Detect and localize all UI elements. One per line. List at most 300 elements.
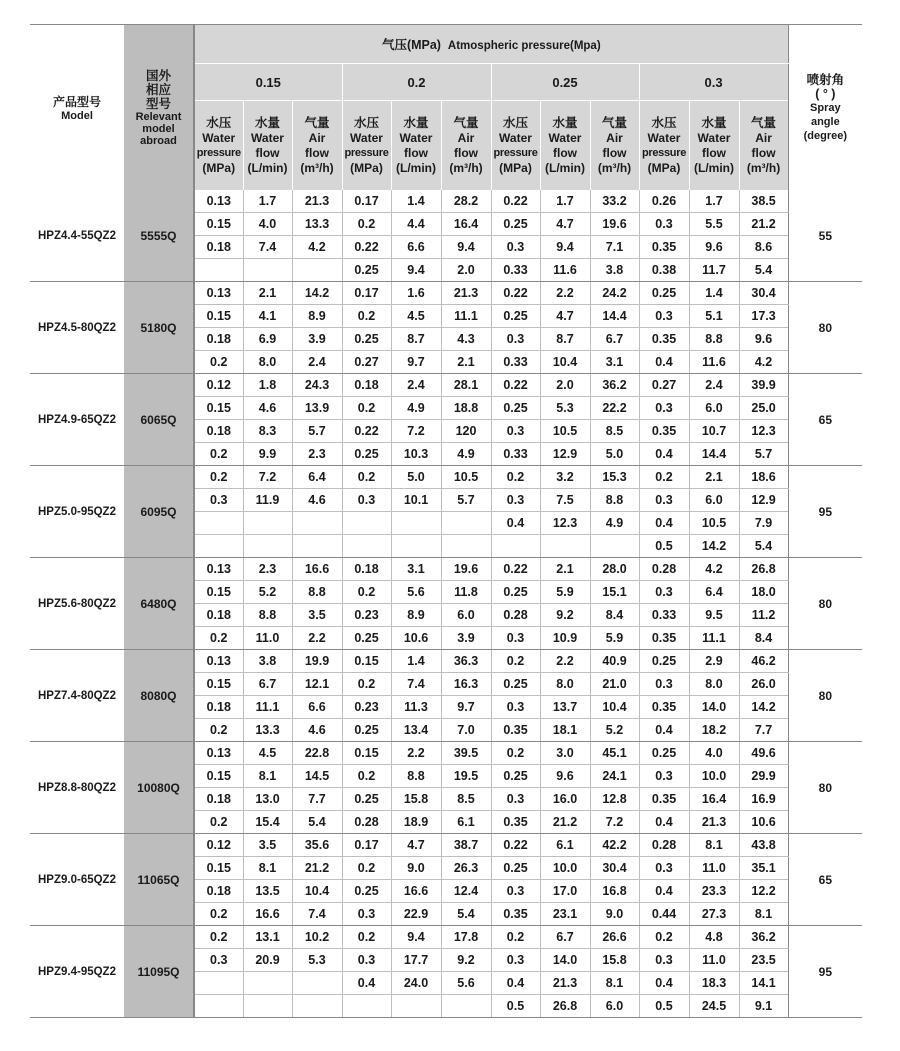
value-cell: 20.9 [243, 949, 292, 972]
value-cell: 0.23 [342, 604, 391, 627]
value-cell: 8.3 [243, 420, 292, 443]
value-cell: 0.2 [342, 213, 391, 236]
value-cell: 14.2 [739, 696, 788, 719]
value-cell: 38.7 [441, 834, 491, 857]
value-cell: 6.7 [243, 673, 292, 696]
header-atmospheric-pressure [194, 25, 788, 64]
value-cell: 30.4 [739, 282, 788, 305]
value-cell: 26.8 [739, 558, 788, 581]
value-cell: 0.4 [491, 512, 540, 535]
value-cell: 0.3 [491, 489, 540, 512]
table-row [30, 190, 862, 213]
value-cell: 0.2 [342, 305, 391, 328]
value-cell: 4.5 [243, 742, 292, 765]
value-cell: 9.6 [540, 765, 590, 788]
value-cell: 15.1 [590, 581, 639, 604]
value-cell: 7.2 [243, 466, 292, 489]
value-cell: 12.8 [590, 788, 639, 811]
value-cell: 14.0 [689, 696, 739, 719]
value-cell: 6.4 [292, 466, 342, 489]
value-cell: 0.18 [194, 880, 243, 903]
spray-angle-cell: 65 [788, 834, 862, 926]
value-cell: 14.4 [590, 305, 639, 328]
value-cell: 5.9 [590, 627, 639, 650]
value-cell: 5.0 [391, 466, 441, 489]
value-cell [441, 535, 491, 558]
value-cell: 14.2 [689, 535, 739, 558]
header-water-pressure-2 [491, 101, 540, 191]
value-cell: 11.8 [441, 581, 491, 604]
value-cell: 3.8 [243, 650, 292, 673]
value-cell: 0.3 [639, 673, 689, 696]
value-cell: 22.2 [590, 397, 639, 420]
header-water-pressure-en-1: Water [202, 130, 236, 145]
value-cell: 10.2 [292, 926, 342, 949]
model-cell: HPZ9.4-95QZ2 [30, 926, 124, 1018]
value-cell: 26.0 [739, 673, 788, 696]
value-cell: 0.15 [194, 765, 243, 788]
value-cell: 23.1 [540, 903, 590, 926]
value-cell: 4.7 [540, 305, 590, 328]
value-cell: 8.1 [739, 903, 788, 926]
table-row [30, 926, 862, 949]
value-cell: 6.0 [689, 489, 739, 512]
value-cell: 0.25 [491, 673, 540, 696]
value-cell: 4.9 [590, 512, 639, 535]
value-cell: 6.6 [391, 236, 441, 259]
header-water-flow-en-1: Water [399, 130, 433, 145]
value-cell: 0.18 [342, 374, 391, 397]
value-cell: 0.4 [639, 880, 689, 903]
value-cell: 45.1 [590, 742, 639, 765]
value-cell: 11.7 [689, 259, 739, 282]
value-cell [243, 259, 292, 282]
value-cell: 0.2 [194, 926, 243, 949]
value-cell: 0.3 [639, 489, 689, 512]
value-cell: 0.22 [491, 190, 540, 213]
value-cell [292, 972, 342, 995]
value-cell: 21.0 [590, 673, 639, 696]
value-cell [590, 535, 639, 558]
value-cell: 6.0 [689, 397, 739, 420]
value-cell: 0.27 [639, 374, 689, 397]
value-cell: 5.3 [292, 949, 342, 972]
spray-angle-cell: 95 [788, 926, 862, 1018]
header-water-pressure-en-1: Water [647, 130, 681, 145]
value-cell: 29.9 [739, 765, 788, 788]
value-cell: 4.2 [739, 351, 788, 374]
value-cell: 0.2 [194, 903, 243, 926]
value-cell [342, 512, 391, 535]
value-cell: 8.1 [243, 765, 292, 788]
value-cell: 8.5 [590, 420, 639, 443]
value-cell: 9.5 [689, 604, 739, 627]
value-cell: 1.6 [391, 282, 441, 305]
value-cell: 3.5 [292, 604, 342, 627]
value-cell: 0.44 [639, 903, 689, 926]
header-water-flow-3 [689, 101, 739, 191]
value-cell: 11.9 [243, 489, 292, 512]
header-water-flow-en-2: flow [255, 145, 280, 160]
value-cell: 0.3 [491, 696, 540, 719]
value-cell: 9.4 [441, 236, 491, 259]
value-cell: 13.1 [243, 926, 292, 949]
value-cell: 5.5 [689, 213, 739, 236]
value-cell: 4.0 [243, 213, 292, 236]
value-cell: 9.6 [739, 328, 788, 351]
value-cell: 0.17 [342, 282, 391, 305]
value-cell: 17.3 [739, 305, 788, 328]
value-cell: 3.1 [590, 351, 639, 374]
header-water-flow-zh: 水量 [403, 115, 429, 130]
header-water-flow-en-3: (L/min) [247, 160, 288, 175]
header-air-flow-en-1: Air [457, 130, 475, 145]
value-cell: 4.2 [689, 558, 739, 581]
value-cell: 0.15 [342, 742, 391, 765]
value-cell: 0.3 [639, 581, 689, 604]
value-cell: 8.1 [689, 834, 739, 857]
value-cell: 7.5 [540, 489, 590, 512]
value-cell: 9.4 [391, 259, 441, 282]
header-air-flow-en-3: (m³/h) [746, 160, 781, 175]
value-cell: 12.9 [540, 443, 590, 466]
value-cell: 0.28 [639, 834, 689, 857]
value-cell: 0.28 [342, 811, 391, 834]
spray-angle-cell: 80 [788, 742, 862, 834]
value-cell: 13.0 [243, 788, 292, 811]
header-water-pressure-en-1: Water [350, 130, 383, 145]
value-cell: 13.3 [243, 719, 292, 742]
value-cell: 6.1 [441, 811, 491, 834]
value-cell: 14.0 [540, 949, 590, 972]
value-cell: 5.6 [391, 581, 441, 604]
value-cell: 12.3 [540, 512, 590, 535]
header-spray-angle [788, 25, 862, 191]
value-cell: 24.1 [590, 765, 639, 788]
value-cell: 17.0 [540, 880, 590, 903]
value-cell: 22.8 [292, 742, 342, 765]
value-cell: 0.23 [342, 696, 391, 719]
value-cell: 15.8 [590, 949, 639, 972]
value-cell: 0.2 [194, 811, 243, 834]
value-cell: 19.6 [441, 558, 491, 581]
value-cell: 5.6 [441, 972, 491, 995]
value-cell: 17.7 [391, 949, 441, 972]
value-cell: 16.4 [689, 788, 739, 811]
header-water-pressure-en-3: (MPa) [647, 160, 681, 175]
value-cell [292, 259, 342, 282]
value-cell: 38.5 [739, 190, 788, 213]
value-cell: 5.9 [540, 581, 590, 604]
header-air-flow-en-3: (m³/h) [449, 160, 483, 175]
value-cell: 0.35 [491, 811, 540, 834]
value-cell: 0.15 [194, 397, 243, 420]
value-cell: 8.9 [292, 305, 342, 328]
value-cell: 0.22 [491, 558, 540, 581]
value-cell: 5.7 [739, 443, 788, 466]
value-cell: 26.3 [441, 857, 491, 880]
value-cell: 0.3 [491, 788, 540, 811]
value-cell: 14.4 [689, 443, 739, 466]
header-water-pressure-en-3: (MPa) [350, 160, 383, 175]
value-cell: 8.0 [689, 673, 739, 696]
value-cell: 40.9 [590, 650, 639, 673]
value-cell: 16.8 [590, 880, 639, 903]
value-cell: 0.27 [342, 351, 391, 374]
table-header [30, 25, 862, 191]
value-cell: 0.2 [194, 719, 243, 742]
value-cell: 25.0 [739, 397, 788, 420]
value-cell: 0.15 [194, 213, 243, 236]
header-water-pressure-zh: 水压 [651, 115, 677, 130]
value-cell [391, 995, 441, 1018]
value-cell: 0.26 [639, 190, 689, 213]
value-cell: 0.12 [194, 834, 243, 857]
value-cell: 0.25 [342, 259, 391, 282]
value-cell: 0.3 [639, 857, 689, 880]
header-abroad-en-3: abroad [140, 134, 177, 147]
value-cell: 0.33 [639, 604, 689, 627]
value-cell: 18.8 [441, 397, 491, 420]
value-cell: 0.3 [491, 949, 540, 972]
value-cell: 24.3 [292, 374, 342, 397]
value-cell [342, 995, 391, 1018]
value-cell: 10.1 [391, 489, 441, 512]
value-cell: 5.2 [590, 719, 639, 742]
value-cell: 0.25 [491, 305, 540, 328]
value-cell: 16.0 [540, 788, 590, 811]
value-cell: 18.0 [739, 581, 788, 604]
relevant-model-cell: 6480Q [124, 558, 194, 650]
value-cell: 0.2 [342, 926, 391, 949]
value-cell [194, 995, 243, 1018]
value-cell: 1.8 [243, 374, 292, 397]
value-cell: 0.35 [639, 788, 689, 811]
value-cell: 0.3 [639, 213, 689, 236]
value-cell: 0.25 [342, 788, 391, 811]
value-cell: 0.25 [342, 719, 391, 742]
value-cell: 1.4 [391, 190, 441, 213]
value-cell: 0.3 [342, 903, 391, 926]
value-cell: 0.25 [491, 397, 540, 420]
header-water-flow-en-3: (L/min) [545, 160, 585, 175]
header-model-zh: 产品型号 [52, 95, 101, 109]
header-water-flow-en-1: Water [251, 130, 284, 145]
header-pressure-0: 0.15 [194, 64, 342, 101]
value-cell: 24.0 [391, 972, 441, 995]
value-cell: 10.7 [689, 420, 739, 443]
value-cell: 2.0 [540, 374, 590, 397]
value-cell: 17.8 [441, 926, 491, 949]
value-cell [194, 535, 243, 558]
value-cell: 0.3 [194, 949, 243, 972]
value-cell [243, 995, 292, 1018]
value-cell: 4.2 [292, 236, 342, 259]
value-cell: 9.0 [590, 903, 639, 926]
value-cell: 28.1 [441, 374, 491, 397]
header-spray-en-1: Spray [810, 101, 841, 114]
value-cell: 0.18 [194, 328, 243, 351]
value-cell: 0.3 [491, 328, 540, 351]
value-cell: 8.1 [243, 857, 292, 880]
header-air-flow-en-3: (m³/h) [597, 160, 632, 175]
value-cell: 120 [441, 420, 491, 443]
table-row [30, 558, 862, 581]
value-cell: 9.2 [540, 604, 590, 627]
value-cell [194, 259, 243, 282]
value-cell: 46.2 [739, 650, 788, 673]
value-cell: 0.2 [639, 926, 689, 949]
value-cell: 9.6 [689, 236, 739, 259]
value-cell: 0.25 [491, 765, 540, 788]
value-cell: 18.1 [540, 719, 590, 742]
value-cell: 2.2 [540, 650, 590, 673]
value-cell: 5.0 [590, 443, 639, 466]
value-cell: 26.6 [590, 926, 639, 949]
value-cell: 5.1 [689, 305, 739, 328]
value-cell: 2.9 [689, 650, 739, 673]
header-water-pressure-en-3: (MPa) [202, 160, 236, 175]
value-cell: 0.3 [639, 305, 689, 328]
value-cell: 2.1 [540, 558, 590, 581]
header-air-flow-0 [292, 101, 342, 191]
value-cell: 11.3 [391, 696, 441, 719]
value-cell: 7.2 [391, 420, 441, 443]
header-water-flow-zh: 水量 [552, 115, 578, 130]
value-cell: 3.5 [243, 834, 292, 857]
value-cell: 8.0 [243, 351, 292, 374]
value-cell: 21.2 [540, 811, 590, 834]
value-cell: 21.3 [689, 811, 739, 834]
relevant-model-cell: 11095Q [124, 926, 194, 1018]
header-abroad-zh-1: 国外 [145, 68, 171, 83]
nozzle-spec-table [30, 24, 862, 1018]
model-cell: HPZ5.6-80QZ2 [30, 558, 124, 650]
value-cell: 0.33 [491, 443, 540, 466]
spray-angle-cell: 95 [788, 466, 862, 558]
value-cell: 0.33 [491, 259, 540, 282]
header-air-flow-en-2: flow [602, 145, 627, 160]
value-cell: 36.2 [739, 926, 788, 949]
value-cell [491, 535, 540, 558]
value-cell: 0.3 [491, 880, 540, 903]
value-cell: 0.12 [194, 374, 243, 397]
value-cell: 5.3 [540, 397, 590, 420]
value-cell: 0.2 [342, 466, 391, 489]
value-cell: 0.3 [491, 420, 540, 443]
value-cell: 16.4 [441, 213, 491, 236]
relevant-model-cell: 11065Q [124, 834, 194, 926]
header-water-flow-2 [540, 101, 590, 191]
value-cell: 9.2 [441, 949, 491, 972]
value-cell: 10.3 [391, 443, 441, 466]
value-cell: 8.7 [540, 328, 590, 351]
value-cell: 21.3 [540, 972, 590, 995]
value-cell: 0.2 [342, 673, 391, 696]
value-cell: 19.9 [292, 650, 342, 673]
value-cell: 0.3 [639, 765, 689, 788]
value-cell: 6.1 [540, 834, 590, 857]
model-cell: HPZ8.8-80QZ2 [30, 742, 124, 834]
value-cell: 4.1 [243, 305, 292, 328]
value-cell: 3.0 [540, 742, 590, 765]
value-cell: 4.5 [391, 305, 441, 328]
header-water-pressure-en-2: pressure [493, 146, 538, 159]
header-air-flow-2 [590, 101, 639, 191]
value-cell: 0.18 [342, 558, 391, 581]
header-abroad-en-2: model [142, 122, 175, 135]
value-cell: 7.4 [243, 236, 292, 259]
header-air-flow-en-1: Air [606, 130, 623, 145]
value-cell: 28.2 [441, 190, 491, 213]
value-cell: 0.35 [639, 420, 689, 443]
value-cell: 10.4 [590, 696, 639, 719]
value-cell: 42.2 [590, 834, 639, 857]
value-cell: 15.3 [590, 466, 639, 489]
value-cell: 7.4 [292, 903, 342, 926]
value-cell: 49.6 [739, 742, 788, 765]
table-body [30, 190, 862, 1018]
value-cell [391, 535, 441, 558]
header-atm-en: Atmospheric pressure(Mpa) [447, 40, 601, 52]
value-cell: 8.4 [590, 604, 639, 627]
value-cell: 2.3 [243, 558, 292, 581]
value-cell [391, 512, 441, 535]
value-cell: 0.25 [342, 880, 391, 903]
header-water-flow-en-3: (L/min) [694, 160, 734, 175]
value-cell: 7.9 [739, 512, 788, 535]
value-cell: 0.25 [639, 282, 689, 305]
value-cell [292, 995, 342, 1018]
value-cell: 24.2 [590, 282, 639, 305]
value-cell: 2.4 [391, 374, 441, 397]
value-cell: 13.9 [292, 397, 342, 420]
value-cell: 35.6 [292, 834, 342, 857]
value-cell: 9.4 [540, 236, 590, 259]
table-row [30, 282, 862, 305]
value-cell: 9.0 [391, 857, 441, 880]
value-cell: 10.6 [739, 811, 788, 834]
header-water-flow-0 [243, 101, 292, 191]
header-air-flow-en-1: Air [755, 130, 772, 145]
header-water-flow-en-2: flow [404, 145, 428, 160]
value-cell: 0.3 [639, 397, 689, 420]
value-cell: 0.13 [194, 742, 243, 765]
header-water-flow-1 [391, 101, 441, 191]
table-row [30, 834, 862, 857]
table-row [30, 466, 862, 489]
header-model-en: Model [61, 110, 93, 122]
value-cell: 4.8 [689, 926, 739, 949]
value-cell: 4.0 [689, 742, 739, 765]
value-cell: 1.4 [689, 282, 739, 305]
value-cell: 0.13 [194, 650, 243, 673]
value-cell: 0.17 [342, 190, 391, 213]
value-cell: 15.4 [243, 811, 292, 834]
model-cell: HPZ4.9-65QZ2 [30, 374, 124, 466]
value-cell [194, 972, 243, 995]
header-water-pressure-en-2: pressure [196, 146, 241, 159]
value-cell: 0.5 [491, 995, 540, 1018]
value-cell: 6.0 [441, 604, 491, 627]
value-cell: 0.15 [194, 581, 243, 604]
value-cell: 8.1 [590, 972, 639, 995]
value-cell: 8.4 [739, 627, 788, 650]
value-cell: 0.4 [639, 512, 689, 535]
value-cell: 0.2 [194, 627, 243, 650]
header-pressure-2: 0.25 [491, 64, 639, 101]
value-cell: 0.13 [194, 282, 243, 305]
